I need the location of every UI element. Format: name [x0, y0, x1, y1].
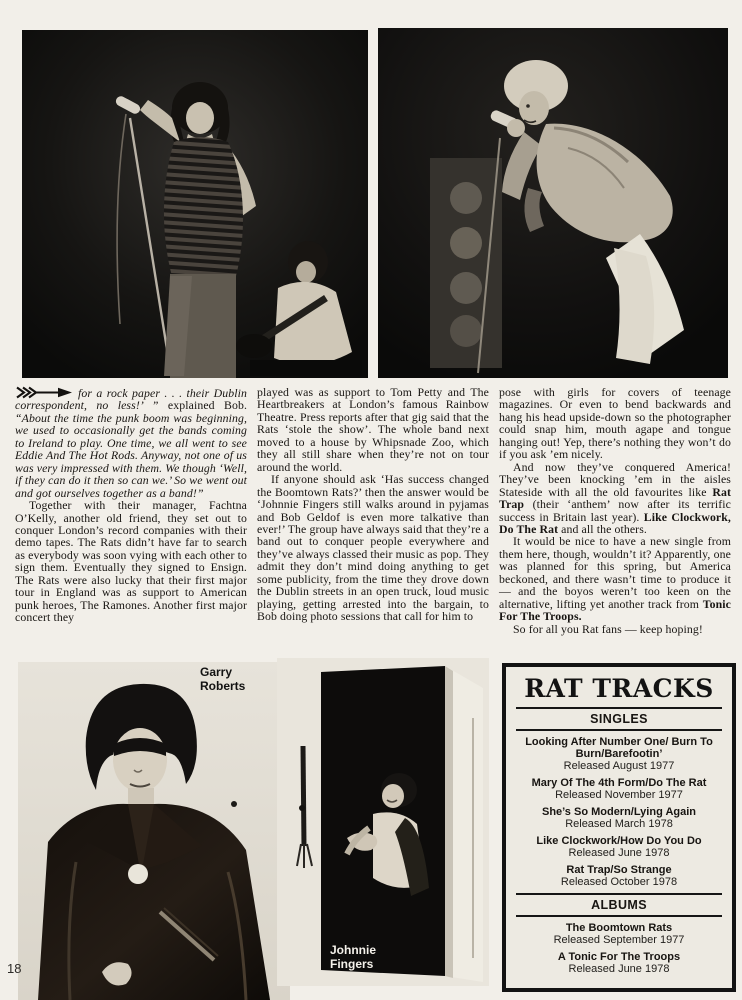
- stage-photo-left: [22, 30, 368, 378]
- section-heading-singles: SINGLES: [590, 712, 648, 726]
- track-entry: [514, 835, 724, 859]
- track-entry: [514, 736, 724, 772]
- garry-roberts-caption: Garry Roberts: [200, 665, 246, 693]
- track-entry: [514, 806, 724, 830]
- article-paragraph: It would be nice to have a new single from them here, though, wouldn’t it? Apparently, one was planned for this spring, but America beckoned, and there wasn’t time to produce it — and the boyos weren’t too keen on the alternative, lifting yet another track from Tonic For The Troops.: [499, 534, 731, 624]
- article-lead-italic: for a rock paper . . . their Dublin correspondent, no less!’ ”: [15, 386, 247, 413]
- track-release-date: Released March 1978: [565, 818, 673, 830]
- singles-list: [514, 736, 724, 888]
- article-paragraph: pose with girls for covers of teenage magazines. Or even to bend backwards and hang his head upside-down so the photographer could snap him, mouth agape and tongue hanging out! Yep, there’s nothing they won’t do if you ask ’em nicely.: [499, 385, 731, 462]
- article-paragraph: So for all you Rat fans — keep hoping!: [513, 621, 703, 636]
- johnnie-fingers-photo: [277, 658, 489, 986]
- album-entry: [514, 951, 724, 975]
- divider-rule: [516, 893, 722, 895]
- garry-roberts-photo: [18, 662, 290, 1000]
- page-number: 18: [7, 961, 22, 976]
- article-quote-italic: “About the time the punk boom was beginning, we used to occasionally get the bands coming to Ireland to play. One time, we all went to see Eddie And The Hot Rods. Anyway, not one of us was very impressed with them. We though ‘Well, if they can do it then so can we.’ So we went out and got ourselves together as a band!”: [15, 410, 247, 500]
- article-column-2: [257, 386, 489, 635]
- article-paragraph: And now they’ve conquered America! They’ve been knocking ’em in the aisles Stateside with all the old favourites like Rat Trap (their ‘anthem’ now after its terrific success in Britain last year). Like Clockwork, Do The Rat and all the others.: [499, 459, 731, 536]
- article-column-3: [499, 386, 731, 635]
- track-entry: [514, 777, 724, 801]
- garry-roberts-illustration: [18, 662, 290, 1000]
- article-paragraph: played was as support to Tom Petty and The Heartbreakers at London’s famous Rainbow Theatre. Press reports after that gig said that the Rats ‘stole the show’. The whole band next moved to a house by Whipsnade Zoo, which they all still share when they’re not on tour around the world.: [257, 385, 489, 474]
- track-title: She’s So Modern/Lying Again: [541, 806, 696, 818]
- stage-photo-left-illustration: [22, 30, 368, 378]
- section-heading-albums: ALBUMS: [591, 898, 647, 912]
- album-title: A Tonic For The Troops: [557, 951, 681, 963]
- article-paragraph: [15, 386, 247, 499]
- track-entry: [514, 864, 724, 888]
- albums-list: [514, 922, 724, 975]
- track-title: Mary Of The 4th Form/Do The Rat: [531, 777, 707, 789]
- album-release-date: Released June 1978: [568, 963, 670, 975]
- album-release-date: Released September 1977: [553, 934, 685, 946]
- album-entry: [514, 922, 724, 946]
- album-title: The Boomtown Rats: [565, 922, 673, 934]
- article-lead-roman: explained Bob.: [158, 398, 247, 413]
- article-body: [15, 386, 732, 635]
- divider-rule: [516, 707, 722, 709]
- stage-photo-right-illustration: [378, 28, 728, 378]
- track-release-date: Released November 1977: [555, 789, 683, 801]
- johnnie-fingers-caption: Johnnie Fingers: [330, 943, 377, 971]
- stage-photo-right: [378, 28, 728, 378]
- divider-rule: [516, 729, 722, 731]
- track-release-date: Released June 1978: [568, 847, 670, 859]
- track-title: Rat Trap/So Strange: [566, 864, 672, 876]
- continued-arrow-icon: [15, 386, 73, 399]
- johnnie-fingers-illustration: [277, 658, 489, 986]
- track-title: Like Clockwork/How Do You Do: [536, 835, 702, 847]
- article-paragraph: Together with their manager, Fachtna O’Kelly, another old friend, they set out to conquer London’s record companies with their demo tapes. The Rats didn’t have far to search as everybody was soon vying with each other to sign them. Eventually they signed to Ensign. The Rats were also lucky that their first major tour in England was as support to American punk heroes, The Ramones. Another first major concert they: [15, 498, 247, 625]
- track-release-date: Released October 1978: [560, 876, 678, 888]
- rat-tracks-box: [502, 663, 736, 992]
- article-column-1: [15, 386, 247, 635]
- divider-rule: [516, 915, 722, 917]
- track-release-date: Released August 1977: [563, 760, 675, 772]
- rat-tracks-title: RAT TRACKS: [524, 674, 714, 703]
- track-title: Looking After Number One/ Burn To Burn/Barefootin’: [525, 736, 713, 760]
- article-paragraph: If anyone should ask ‘Has success changed the Boomtown Rats?’ then the answer would be ‘Johnnie Fingers still walks around in pyjamas and Bob Geldof is even more talkative than ever!’ The group have always said that they’re a band out to conquer people everywhere and they’ve always classed their music as pop. They admit they don’t mind doing anything to get some publicity, from the time they drove down the Dublin streets in an open truck, loud music playing, getting arrested into the bargain, to Bob doing photo sessions that call for him to: [257, 472, 489, 624]
